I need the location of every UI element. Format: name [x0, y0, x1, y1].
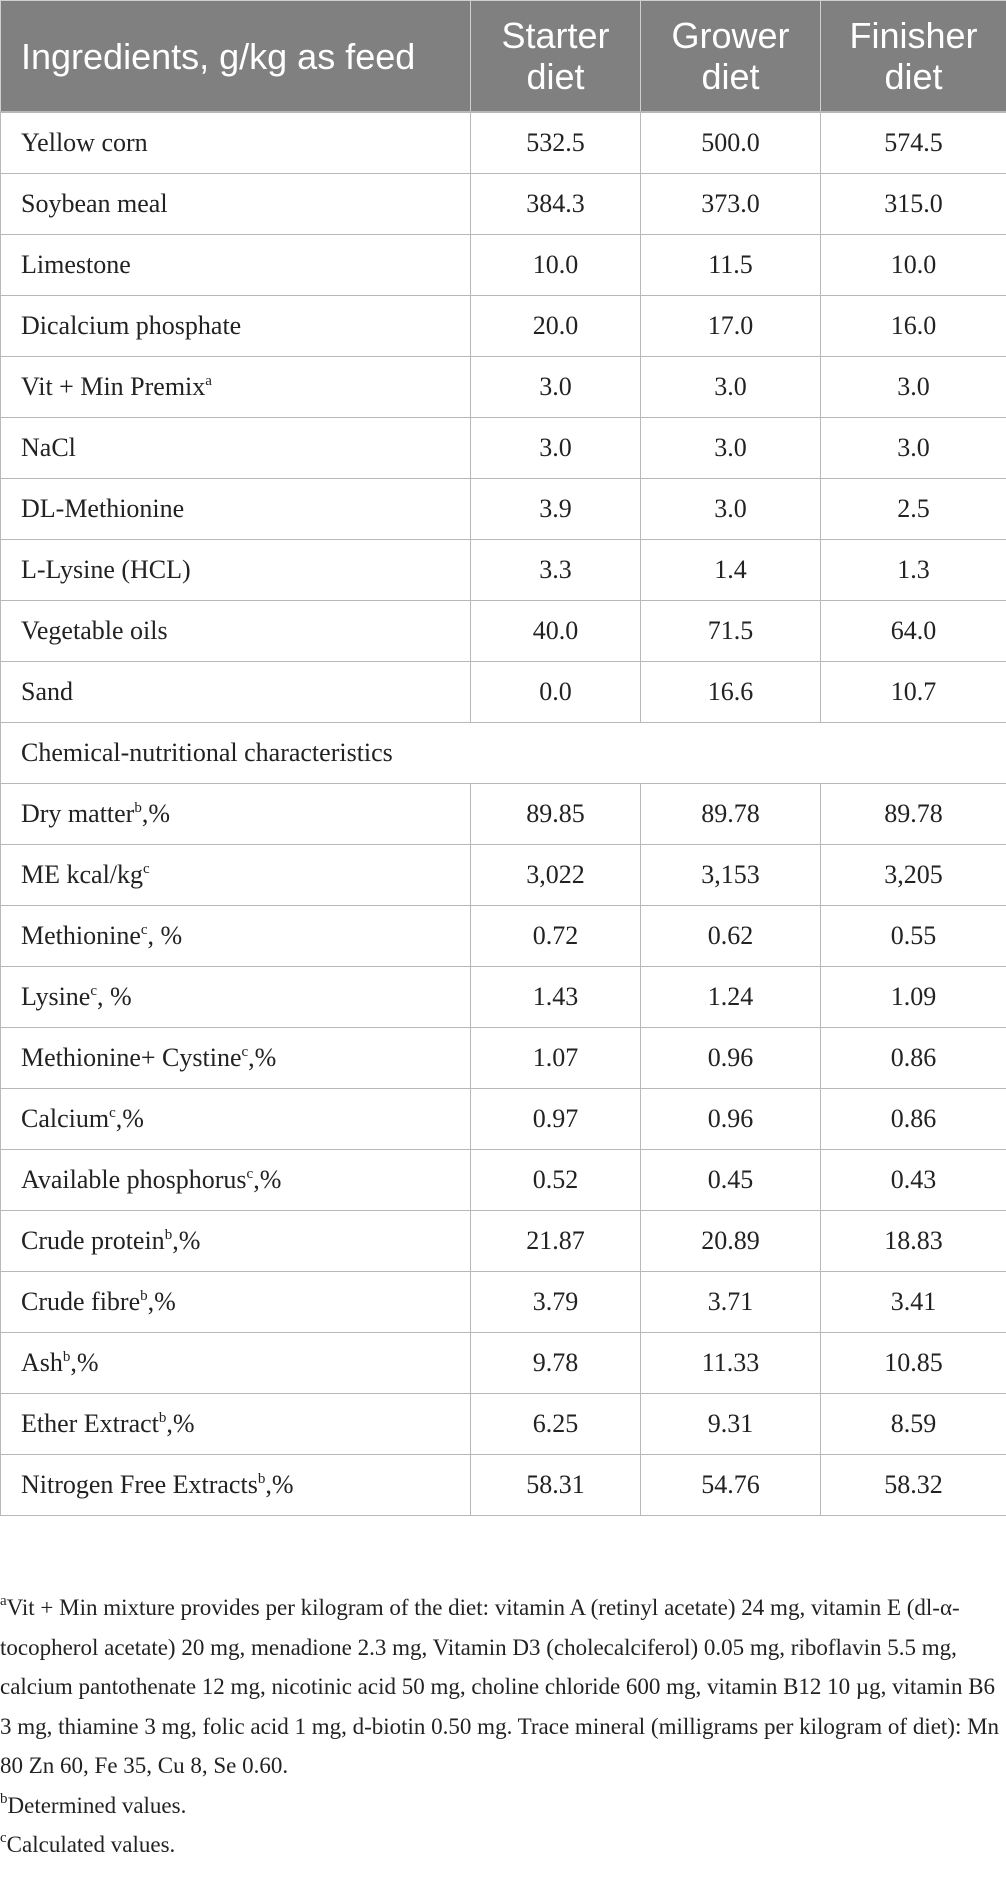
row-label: Sand [21, 677, 73, 706]
value-cell: 3.0 [471, 357, 641, 418]
value-cell: 3.0 [641, 357, 821, 418]
footnote-mark: c [0, 1830, 7, 1846]
value-cell: 3.3 [471, 540, 641, 601]
row-label-cell [1, 296, 471, 357]
value-cell: 64.0 [821, 601, 1006, 662]
value-cell: 500.0 [641, 112, 821, 174]
value-cell: 532.5 [471, 112, 641, 174]
table-body [1, 112, 1006, 1516]
table-row [1, 1394, 1006, 1455]
value-cell: 3,205 [821, 845, 1006, 906]
value-cell: 1.4 [641, 540, 821, 601]
row-label-cell [1, 967, 471, 1028]
value-cell: 10.0 [471, 235, 641, 296]
row-label-cell [1, 174, 471, 235]
value-cell: 10.85 [821, 1333, 1006, 1394]
header-row [1, 1, 1006, 113]
value-cell: 20.0 [471, 296, 641, 357]
table-row [1, 906, 1006, 967]
row-label-cell [1, 845, 471, 906]
value-cell: 2.5 [821, 479, 1006, 540]
header-grower-line2: diet [701, 56, 760, 97]
value-cell: 58.31 [471, 1455, 641, 1516]
value-cell: 0.0 [471, 662, 641, 723]
value-cell: 574.5 [821, 112, 1006, 174]
value-cell: 17.0 [641, 296, 821, 357]
row-label-cell [1, 357, 471, 418]
value-cell: 0.52 [471, 1150, 641, 1211]
row-label: Dry matter [21, 799, 135, 828]
row-label-cell [1, 479, 471, 540]
row-label-superscript: b [62, 1349, 71, 1365]
table-row [1, 1089, 1006, 1150]
value-cell: 373.0 [641, 174, 821, 235]
value-cell: 384.3 [471, 174, 641, 235]
value-cell: 58.32 [821, 1455, 1006, 1516]
value-cell: 315.0 [821, 174, 1006, 235]
row-label-cell [1, 1394, 471, 1455]
table-row [1, 967, 1006, 1028]
header-starter-diet [471, 1, 641, 113]
header-finisher-line2: diet [884, 56, 943, 97]
value-cell: 0.97 [471, 1089, 641, 1150]
row-label: Methionine [21, 921, 141, 950]
value-cell: 3.79 [471, 1272, 641, 1333]
value-cell: 1.07 [471, 1028, 641, 1089]
table-row [1, 296, 1006, 357]
row-label-cell [1, 418, 471, 479]
footnote-text: Vit + Min mixture provides per kilogram of the diet: vitamin A (retinyl acetate) 24 mg, vitamin E (dl-α-tocopherol acetate) 20 mg, menadione 2.3 mg, Vitamin D3 (cholecalciferol) 0.05 mg, riboflavin 5.5 mg, calcium pantothenate 12 mg, nicotinic acid 50 mg, choline chloride 600 mg, vitamin B12 10 µg, vitamin B6 3 mg, thiamine 3 mg, folic acid 1 mg, d-biotin 0.50 mg. Trace mineral (milligrams per kilogram of diet): Mn 80 Zn 60, Fe 35, Cu 8, Se 0.60. [0, 1595, 1000, 1778]
row-label-superscript: b [134, 800, 142, 816]
row-label: Dicalcium phosphate [21, 311, 242, 340]
value-cell: 71.5 [641, 601, 821, 662]
row-label-cell [1, 1333, 471, 1394]
row-label: Crude protein [21, 1226, 165, 1255]
table-row [1, 479, 1006, 540]
value-cell: 1.43 [471, 967, 641, 1028]
value-cell: 1.09 [821, 967, 1006, 1028]
row-label-superscript: c [143, 861, 150, 877]
value-cell: 0.96 [641, 1089, 821, 1150]
value-cell: 3,022 [471, 845, 641, 906]
row-label-superscript: c [246, 1166, 254, 1182]
row-label-cell [1, 1089, 471, 1150]
row-label-cell [1, 1028, 471, 1089]
header-finisher-diet [821, 1, 1006, 113]
value-cell: 0.86 [821, 1028, 1006, 1089]
footnote-text: Calculated values. [6, 1832, 176, 1857]
table-row [1, 1028, 1006, 1089]
table-row [1, 540, 1006, 601]
row-label: Vegetable oils [21, 616, 168, 645]
row-label-superscript: b [140, 1288, 148, 1304]
value-cell: 9.78 [471, 1333, 641, 1394]
value-cell: 11.33 [641, 1333, 821, 1394]
row-label-cell [1, 1150, 471, 1211]
value-cell: 6.25 [471, 1394, 641, 1455]
table-header [1, 1, 1006, 113]
section-header-label [1, 723, 1006, 784]
row-label-superscript: b [158, 1410, 167, 1426]
value-cell: 3.0 [471, 418, 641, 479]
value-cell: 3.71 [641, 1272, 821, 1333]
section-header-row [1, 723, 1006, 784]
value-cell: 1.24 [641, 967, 821, 1028]
row-label: Lysine [21, 982, 91, 1011]
header-finisher-line1: Finisher [849, 15, 978, 56]
row-label-unit: ,% [141, 799, 171, 828]
value-cell: 40.0 [471, 601, 641, 662]
value-cell: 16.0 [821, 296, 1006, 357]
row-label-cell [1, 1211, 471, 1272]
row-label-unit: ,% [147, 1287, 176, 1316]
value-cell: 16.6 [641, 662, 821, 723]
row-label: NaCl [21, 433, 76, 462]
value-cell: 11.5 [641, 235, 821, 296]
table-row [1, 174, 1006, 235]
row-label: ME kcal/kg [21, 860, 144, 889]
row-label-unit: ,% [166, 1409, 195, 1438]
value-cell: 3,153 [641, 845, 821, 906]
table-row [1, 662, 1006, 723]
row-label-cell [1, 1272, 471, 1333]
row-label: Nitrogen Free Extracts [21, 1470, 258, 1499]
value-cell: 18.83 [821, 1211, 1006, 1272]
row-label-cell [1, 662, 471, 723]
table-footnotes [0, 1588, 1006, 1865]
value-cell: 0.43 [821, 1150, 1006, 1211]
value-cell: 3.9 [471, 479, 641, 540]
value-cell: 3.0 [641, 479, 821, 540]
value-cell: 0.55 [821, 906, 1006, 967]
row-label: Available phosphorus [21, 1165, 247, 1194]
row-label: L-Lysine (HCL) [21, 555, 191, 584]
value-cell: 3.41 [821, 1272, 1006, 1333]
table-row [1, 418, 1006, 479]
row-label-superscript: b [164, 1227, 173, 1243]
table-row [1, 784, 1006, 845]
table-row [1, 1150, 1006, 1211]
row-label-unit: ,% [115, 1104, 144, 1133]
row-label: Ether Extract [21, 1409, 159, 1438]
row-label-superscript: c [109, 1105, 116, 1121]
table-row [1, 1455, 1006, 1516]
header-grower-line1: Grower [671, 15, 790, 56]
row-label-superscript: c [140, 922, 148, 938]
value-cell: 20.89 [641, 1211, 821, 1272]
footnote-mark: b [0, 1790, 8, 1807]
value-cell: 3.0 [641, 418, 821, 479]
row-label-superscript: c [241, 1044, 249, 1060]
row-label: Chemical-nutritional characteristics [21, 738, 393, 767]
header-ingredients: Ingredients, g/kg as feed [1, 1, 471, 113]
row-label: Limestone [21, 250, 131, 279]
value-cell: 89.78 [821, 784, 1006, 845]
table-row [1, 1272, 1006, 1333]
row-label-unit: , % [97, 982, 132, 1011]
footnote [0, 1588, 1006, 1786]
row-label-unit: , % [147, 921, 183, 950]
row-label-superscript: c [90, 983, 98, 999]
value-cell: 0.45 [641, 1150, 821, 1211]
row-label-unit: ,% [265, 1470, 294, 1499]
header-grower-diet [641, 1, 821, 113]
row-label: Calcium [21, 1104, 110, 1133]
value-cell: 54.76 [641, 1455, 821, 1516]
table-row [1, 1211, 1006, 1272]
row-label-cell [1, 601, 471, 662]
row-label-unit: ,% [253, 1165, 282, 1194]
value-cell: 89.85 [471, 784, 641, 845]
row-label: Methionine+ Cystine [21, 1043, 242, 1072]
value-cell: 10.0 [821, 235, 1006, 296]
row-label-cell [1, 112, 471, 174]
value-cell: 1.3 [821, 540, 1006, 601]
value-cell: 89.78 [641, 784, 821, 845]
header-starter-line2: diet [526, 56, 585, 97]
row-label-cell [1, 784, 471, 845]
row-label-cell [1, 906, 471, 967]
row-label: Soybean meal [21, 189, 168, 218]
footnote-text: Determined values. [7, 1792, 187, 1818]
value-cell: 8.59 [821, 1394, 1006, 1455]
value-cell: 10.7 [821, 662, 1006, 723]
value-cell: 0.96 [641, 1028, 821, 1089]
table-row [1, 357, 1006, 418]
row-label: Vit + Min Premix [21, 372, 206, 401]
value-cell: 9.31 [641, 1394, 821, 1455]
footnote [0, 1786, 1006, 1826]
row-label-superscript: a [205, 373, 212, 389]
row-label: Yellow corn [21, 128, 148, 157]
row-label-cell [1, 540, 471, 601]
row-label-unit: ,% [70, 1348, 99, 1377]
row-label-unit: ,% [172, 1226, 201, 1255]
value-cell: 0.72 [471, 906, 641, 967]
value-cell: 0.86 [821, 1089, 1006, 1150]
footnote-mark: a [0, 1593, 7, 1609]
row-label-superscript: b [257, 1471, 266, 1487]
row-label-cell [1, 1455, 471, 1516]
footnote [0, 1825, 1006, 1865]
row-label-unit: ,% [248, 1043, 277, 1072]
value-cell: 3.0 [821, 357, 1006, 418]
table-row [1, 112, 1006, 174]
row-label-cell [1, 235, 471, 296]
table-row [1, 845, 1006, 906]
table-row [1, 235, 1006, 296]
value-cell: 3.0 [821, 418, 1006, 479]
row-label: Ash [21, 1348, 63, 1377]
header-starter-line1: Starter [501, 15, 610, 56]
value-cell: 0.62 [641, 906, 821, 967]
row-label: DL-Methionine [21, 494, 185, 523]
value-cell: 21.87 [471, 1211, 641, 1272]
table-row [1, 1333, 1006, 1394]
row-label: Crude fibre [21, 1287, 141, 1316]
table-row [1, 601, 1006, 662]
